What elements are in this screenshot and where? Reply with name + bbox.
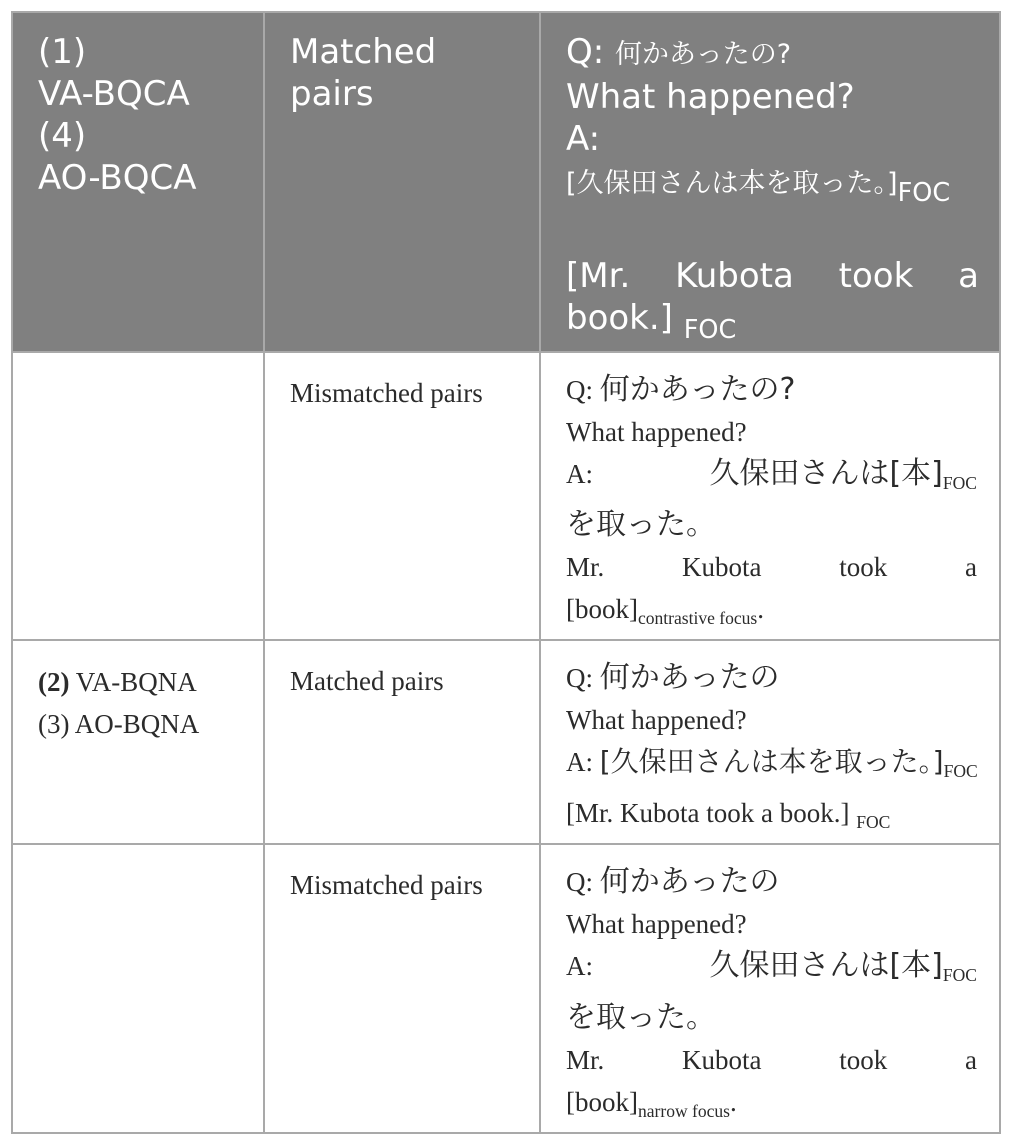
answer-en-last: [book] [566, 593, 638, 624]
question-line [566, 657, 977, 699]
pair-type-cell [264, 844, 540, 1132]
question-line [566, 861, 977, 903]
condition-line: VA-BQCA [38, 74, 190, 114]
question-jp: 何かあったの [599, 660, 780, 696]
answer-en-word: a [965, 551, 977, 582]
answer-jp-line [566, 741, 999, 792]
answer-en-sub: narrow focus [637, 1100, 730, 1121]
answer-en-word: a [965, 1044, 977, 1075]
condition-table [11, 11, 1001, 1134]
answer-en-line-2 [566, 588, 977, 639]
pair-type-label: Mismatched pairs [290, 377, 483, 408]
answer-jp: [久保田さんは本を取った。] [599, 745, 944, 779]
answer-jp-sub: FOC [943, 761, 978, 782]
condition-line [38, 661, 243, 703]
condition-number: (2) [38, 667, 70, 698]
answer-en-line-2 [566, 1081, 977, 1132]
answer-jp: [久保田さんは本を取った。] [566, 168, 898, 199]
a-prefix: A: [566, 119, 601, 159]
question-en: What happened? [566, 77, 855, 117]
question-jp: 何かあったの? [599, 371, 796, 407]
question-en: What happened? [566, 705, 747, 736]
pair-type-label: Mismatched pairs [290, 870, 483, 901]
answer-jp-cont: を取った。 [566, 999, 716, 1035]
answer-jp: 久保田さんは[本] [709, 948, 943, 984]
question-jp: 何かあったの? [615, 39, 792, 70]
question-en: What happened? [566, 909, 747, 940]
answer-en-line [566, 1039, 977, 1081]
header-row [12, 12, 1000, 352]
pair-type-cell [264, 640, 540, 844]
example-cell [540, 352, 1000, 640]
pair-type-cell [264, 12, 540, 352]
a-prefix: A: [566, 747, 593, 778]
pair-type-cell [264, 352, 540, 640]
q-prefix: Q: [566, 374, 593, 405]
answer-en-word: Mr. [566, 551, 605, 582]
answer-jp-sub: FOC [897, 177, 951, 208]
answer-jp-line [566, 160, 979, 214]
answer-en-word: Mr. [566, 1044, 605, 1075]
example-cell [540, 844, 1000, 1132]
condition-cell [12, 844, 264, 1132]
answer-en-end: . [730, 1086, 737, 1117]
a-prefix: A: [566, 951, 593, 982]
condition-line: (4) [38, 116, 87, 156]
answer-en-sub: FOC [683, 314, 737, 345]
answer-en-word: took [838, 255, 914, 296]
a-prefix: A: [566, 458, 593, 489]
answer-en-word: took [839, 551, 888, 582]
answer-en-line [566, 792, 977, 843]
condition-name: VA-BQNA [69, 667, 197, 698]
condition-cell [12, 12, 264, 352]
question-line [566, 369, 977, 411]
condition-cell [12, 352, 264, 640]
answer-en-line [566, 255, 979, 297]
condition-cell [12, 640, 264, 844]
table-row [12, 640, 1000, 844]
answer-jp-sub: FOC [942, 965, 977, 986]
condition-line: (1) [38, 32, 87, 72]
answer-en-word: Kubota [682, 551, 762, 582]
condition-line: (3) AO-BQNA [38, 709, 200, 740]
condition-line: AO-BQCA [38, 158, 197, 198]
answer-en-line [566, 546, 977, 588]
table-row [12, 352, 1000, 640]
table-row [12, 844, 1000, 1132]
answer-jp-sub: FOC [942, 472, 977, 493]
question-en: What happened? [566, 416, 747, 447]
answer-en-word: Kubota [675, 255, 794, 296]
answer-jp: 久保田さんは[本] [709, 455, 943, 491]
answer-en-last: [book] [566, 1086, 638, 1117]
answer-en-line-2 [566, 297, 979, 351]
answer-jp-cont: を取った。 [566, 506, 716, 542]
answer-en-last: book.] [566, 297, 673, 338]
answer-en-sub: contrastive focus [637, 608, 758, 629]
example-cell [540, 12, 1000, 352]
answer-en: [Mr. Kubota took a book.] [566, 798, 850, 829]
q-prefix: Q: [566, 32, 605, 72]
example-cell [540, 640, 1000, 844]
answer-en-word: Kubota [682, 1044, 762, 1075]
answer-jp-line [566, 453, 977, 504]
question-line [566, 31, 979, 76]
q-prefix: Q: [566, 867, 593, 898]
question-jp: 何かあったの [599, 864, 780, 900]
answer-jp-line [566, 945, 977, 996]
pair-type-label: Matched pairs [290, 32, 437, 114]
answer-en-word: took [839, 1044, 888, 1075]
answer-en-word: a [958, 255, 979, 296]
answer-en-word: [Mr. [566, 255, 631, 296]
q-prefix: Q: [566, 663, 593, 694]
answer-en-sub: FOC [856, 812, 891, 833]
pair-type-label: Matched pairs [290, 666, 444, 697]
answer-en-end: . [757, 593, 765, 624]
